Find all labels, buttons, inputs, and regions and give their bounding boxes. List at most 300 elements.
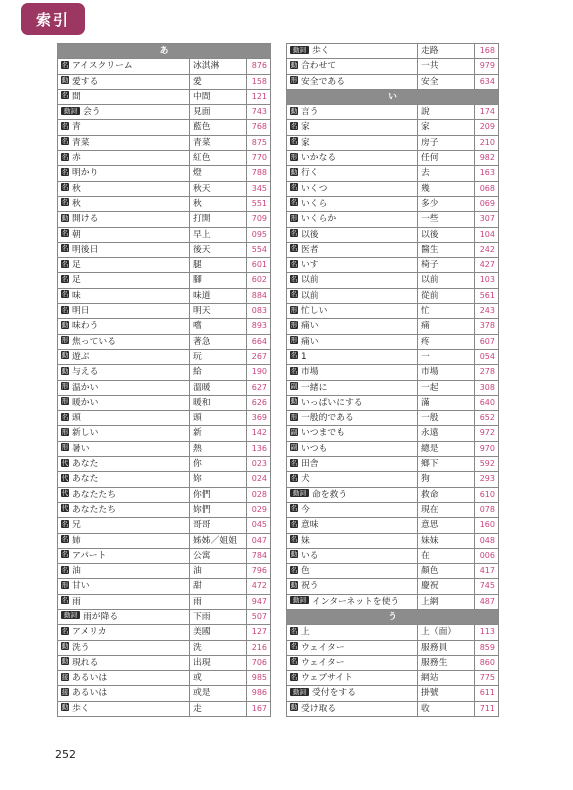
index-entry-row bbox=[287, 242, 499, 257]
index-entry-row bbox=[58, 609, 271, 624]
entry-chinese: 頭 bbox=[190, 411, 247, 426]
part-of-speech-badge: 動 bbox=[61, 366, 69, 375]
entry-page: 551 bbox=[247, 196, 271, 211]
entry-word-cell bbox=[58, 548, 190, 563]
entry-chinese: 多少 bbox=[418, 196, 475, 211]
entry-word: いつまでも bbox=[301, 428, 345, 439]
entry-page: 054 bbox=[475, 349, 499, 364]
entry-word-cell bbox=[287, 426, 418, 441]
entry-page: 775 bbox=[475, 671, 499, 686]
entry-word-cell bbox=[287, 564, 418, 579]
entry-word: 与える bbox=[72, 367, 99, 378]
entry-word-cell bbox=[287, 502, 418, 517]
entry-page: 592 bbox=[475, 457, 499, 472]
index-entry-row bbox=[287, 212, 499, 227]
entry-page: 706 bbox=[247, 655, 271, 670]
entry-word-cell bbox=[58, 457, 190, 472]
entry-word-cell bbox=[287, 59, 418, 74]
entry-word-cell bbox=[58, 487, 190, 502]
part-of-speech-badge: 動詞 bbox=[61, 611, 80, 619]
entry-word: 田舎 bbox=[301, 459, 319, 470]
entry-word: 市場 bbox=[301, 367, 319, 378]
entry-word-cell bbox=[287, 640, 418, 655]
index-entry-row bbox=[58, 487, 271, 502]
entry-chinese: 從前 bbox=[418, 288, 475, 303]
index-entry-row bbox=[58, 304, 271, 319]
entry-word: 上 bbox=[301, 627, 310, 638]
entry-word-cell bbox=[287, 625, 418, 640]
index-entry-row bbox=[287, 365, 499, 380]
entry-word: 姉 bbox=[72, 535, 81, 546]
entry-page: 069 bbox=[475, 196, 499, 211]
entry-page: 770 bbox=[247, 151, 271, 166]
entry-page: 788 bbox=[247, 166, 271, 181]
index-entry-row bbox=[58, 502, 271, 517]
part-of-speech-badge: 名 bbox=[61, 167, 69, 176]
entry-word-cell bbox=[287, 579, 418, 594]
entry-chinese: 姊姊／姐姐 bbox=[190, 533, 247, 548]
index-entry-row bbox=[58, 548, 271, 563]
entry-word: 家 bbox=[301, 122, 310, 133]
entry-chinese: 洗 bbox=[190, 640, 247, 655]
entry-word: 温かい bbox=[72, 382, 99, 393]
entry-page: 602 bbox=[247, 273, 271, 288]
entry-chinese: 救命 bbox=[418, 487, 475, 502]
part-of-speech-badge: 名 bbox=[61, 244, 69, 253]
entry-chinese: 掛號 bbox=[418, 686, 475, 701]
entry-word-cell bbox=[287, 334, 418, 349]
part-of-speech-badge: 名 bbox=[290, 672, 298, 681]
part-of-speech-badge: 形 bbox=[290, 336, 298, 345]
index-entry-row bbox=[58, 135, 271, 150]
entry-chinese: 秋天 bbox=[190, 181, 247, 196]
entry-word-cell bbox=[58, 334, 190, 349]
part-of-speech-badge: 名 bbox=[61, 626, 69, 635]
entry-page: 745 bbox=[475, 579, 499, 594]
entry-word-cell bbox=[287, 44, 418, 59]
entry-chinese: 幾 bbox=[418, 181, 475, 196]
entry-page: 160 bbox=[475, 518, 499, 533]
entry-page: 267 bbox=[247, 349, 271, 364]
entry-word-cell bbox=[287, 548, 418, 563]
index-entry-row bbox=[287, 548, 499, 563]
entry-word: 歩く bbox=[312, 46, 330, 56]
index-entry-row bbox=[58, 196, 271, 211]
part-of-speech-badge: 形 bbox=[61, 580, 69, 589]
entry-chinese: 油 bbox=[190, 564, 247, 579]
entry-page: 487 bbox=[475, 594, 499, 609]
entry-page: 611 bbox=[475, 686, 499, 701]
entry-word: 青 bbox=[72, 122, 81, 133]
part-of-speech-badge: 名 bbox=[61, 91, 69, 100]
entry-page: 078 bbox=[475, 502, 499, 517]
entry-chinese: 服務生 bbox=[418, 655, 475, 670]
entry-word-cell bbox=[287, 411, 418, 426]
index-entry-row bbox=[58, 273, 271, 288]
entry-chinese: 忙 bbox=[418, 304, 475, 319]
index-entry-row bbox=[58, 457, 271, 472]
entry-page: 024 bbox=[247, 472, 271, 487]
entry-chinese: 鄉下 bbox=[418, 457, 475, 472]
entry-word: 明後日 bbox=[72, 244, 99, 255]
entry-chinese: 一共 bbox=[418, 59, 475, 74]
entry-word: 犬 bbox=[301, 474, 310, 485]
entry-chinese: 腿 bbox=[190, 258, 247, 273]
index-entry-row bbox=[58, 518, 271, 533]
entry-page: 028 bbox=[247, 487, 271, 502]
part-of-speech-badge: 名 bbox=[61, 519, 69, 528]
entry-word-cell bbox=[58, 181, 190, 196]
index-entry-row bbox=[287, 319, 499, 334]
entry-word: 行く bbox=[301, 168, 319, 179]
entry-word: いす bbox=[301, 260, 319, 271]
entry-word: 甘い bbox=[72, 581, 90, 592]
part-of-speech-badge: 名 bbox=[290, 504, 298, 513]
index-entry-row bbox=[58, 105, 271, 120]
entry-word: 受付をする bbox=[312, 688, 356, 699]
index-entry-row bbox=[58, 59, 271, 74]
entry-page: 163 bbox=[475, 166, 499, 181]
entry-word: 一緒に bbox=[301, 382, 328, 393]
part-of-speech-badge: 動 bbox=[290, 580, 298, 589]
entry-word: 朝 bbox=[72, 229, 81, 240]
entry-chinese: 美國 bbox=[190, 625, 247, 640]
part-of-speech-badge: 形 bbox=[290, 412, 298, 421]
entry-word-cell bbox=[58, 701, 190, 716]
entry-chinese: 出現 bbox=[190, 655, 247, 670]
entry-word-cell bbox=[287, 288, 418, 303]
entry-chinese: 中間 bbox=[190, 89, 247, 104]
entry-page: 242 bbox=[475, 242, 499, 257]
entry-page: 142 bbox=[247, 426, 271, 441]
index-table-body bbox=[287, 44, 499, 717]
entry-word: 遊ぶ bbox=[72, 351, 90, 362]
entry-word: 青菜 bbox=[72, 137, 90, 148]
index-entry-row bbox=[58, 151, 271, 166]
part-of-speech-badge: 名 bbox=[61, 550, 69, 559]
entry-word: 色 bbox=[301, 566, 310, 577]
entry-word: 明日 bbox=[72, 306, 90, 317]
entry-page: 378 bbox=[475, 319, 499, 334]
entry-chinese: 任何 bbox=[418, 151, 475, 166]
index-entry-row bbox=[58, 89, 271, 104]
entry-chinese: 後天 bbox=[190, 242, 247, 257]
entry-word-cell bbox=[58, 594, 190, 609]
entry-chinese: 妳 bbox=[190, 472, 247, 487]
entry-chinese: 慶祝 bbox=[418, 579, 475, 594]
entry-word-cell bbox=[58, 502, 190, 517]
part-of-speech-badge: 名 bbox=[61, 565, 69, 574]
index-entry-row bbox=[287, 135, 499, 150]
entry-word-cell bbox=[58, 273, 190, 288]
entry-page: 784 bbox=[247, 548, 271, 563]
entry-page: 561 bbox=[475, 288, 499, 303]
index-entry-row bbox=[58, 671, 271, 686]
entry-word-cell bbox=[58, 518, 190, 533]
entry-page: 243 bbox=[475, 304, 499, 319]
entry-word-cell bbox=[287, 671, 418, 686]
entry-chinese: 現在 bbox=[418, 502, 475, 517]
index-entry-row bbox=[287, 196, 499, 211]
entry-word: 味わう bbox=[72, 321, 99, 332]
entry-chinese: 秋 bbox=[190, 196, 247, 211]
entry-page: 210 bbox=[475, 135, 499, 150]
entry-word: ウェイター bbox=[301, 657, 345, 668]
part-of-speech-badge: 名 bbox=[290, 137, 298, 146]
entry-page: 601 bbox=[247, 258, 271, 273]
entry-word-cell bbox=[287, 457, 418, 472]
section-header-row bbox=[287, 609, 499, 624]
entry-word: 合わせて bbox=[301, 61, 337, 72]
entry-chinese: 一些 bbox=[418, 212, 475, 227]
entry-page: 006 bbox=[475, 548, 499, 563]
entry-word-cell bbox=[58, 655, 190, 670]
entry-chinese: 甜 bbox=[190, 579, 247, 594]
entry-chinese: 一般 bbox=[418, 411, 475, 426]
part-of-speech-badge: 動 bbox=[61, 642, 69, 651]
index-column-right bbox=[286, 43, 498, 717]
index-table-left bbox=[57, 43, 271, 717]
entry-word-cell bbox=[58, 609, 190, 624]
entry-chinese: 打開 bbox=[190, 212, 247, 227]
entry-word: あなたたち bbox=[72, 489, 116, 500]
entry-page: 610 bbox=[475, 487, 499, 502]
entry-word: 明かり bbox=[72, 168, 99, 179]
entry-chinese: 服務員 bbox=[418, 640, 475, 655]
index-entry-row bbox=[58, 533, 271, 548]
part-of-speech-badge: 名 bbox=[61, 290, 69, 299]
part-of-speech-badge: 動 bbox=[290, 106, 298, 115]
entry-word: いくらか bbox=[301, 214, 337, 225]
entry-page: 029 bbox=[247, 502, 271, 517]
entry-chinese: 紅色 bbox=[190, 151, 247, 166]
entry-word: 妹 bbox=[301, 535, 310, 546]
entry-chinese: 新 bbox=[190, 426, 247, 441]
entry-chinese: 網站 bbox=[418, 671, 475, 686]
part-of-speech-badge: 名 bbox=[290, 121, 298, 130]
index-entry-row bbox=[58, 380, 271, 395]
entry-word: アイスクリーム bbox=[72, 61, 133, 72]
section-header-row bbox=[58, 44, 271, 59]
entry-word: 油 bbox=[72, 566, 81, 577]
part-of-speech-badge: 副 bbox=[290, 443, 298, 452]
entry-word-cell bbox=[287, 472, 418, 487]
index-entry-row bbox=[287, 304, 499, 319]
part-of-speech-badge: 形 bbox=[290, 305, 298, 314]
entry-word: 歩く bbox=[72, 703, 90, 714]
index-entry-row bbox=[287, 487, 499, 502]
part-of-speech-badge: 名 bbox=[61, 152, 69, 161]
entry-chinese: 你們 bbox=[190, 487, 247, 502]
part-of-speech-badge: 動 bbox=[61, 657, 69, 666]
index-entry-row bbox=[287, 518, 499, 533]
part-of-speech-badge: 名 bbox=[290, 290, 298, 299]
index-entry-row bbox=[58, 181, 271, 196]
entry-chinese: 愛 bbox=[190, 74, 247, 89]
entry-word-cell bbox=[287, 166, 418, 181]
entry-word-cell bbox=[287, 441, 418, 456]
entry-word: 安全である bbox=[301, 76, 345, 87]
section-header: あ bbox=[58, 44, 271, 59]
entry-word: あなた bbox=[72, 459, 99, 470]
part-of-speech-badge: 名 bbox=[61, 412, 69, 421]
part-of-speech-badge: 代 bbox=[61, 473, 69, 482]
entry-word-cell bbox=[58, 212, 190, 227]
part-of-speech-badge: 名 bbox=[61, 137, 69, 146]
entry-word-cell bbox=[287, 74, 418, 89]
entry-chinese: 痛 bbox=[418, 319, 475, 334]
index-entry-row bbox=[287, 441, 499, 456]
entry-word-cell bbox=[287, 151, 418, 166]
entry-chinese: 狗 bbox=[418, 472, 475, 487]
entry-chinese: 公寓 bbox=[190, 548, 247, 563]
part-of-speech-badge: 動 bbox=[290, 703, 298, 712]
part-of-speech-badge: 名 bbox=[290, 642, 298, 651]
entry-word-cell bbox=[58, 533, 190, 548]
entry-chinese: 醫生 bbox=[418, 242, 475, 257]
part-of-speech-badge: 動詞 bbox=[61, 107, 80, 115]
entry-word-cell bbox=[58, 411, 190, 426]
entry-word: 新しい bbox=[72, 428, 99, 439]
entry-chinese: 一起 bbox=[418, 380, 475, 395]
entry-page: 607 bbox=[475, 334, 499, 349]
entry-word: 以前 bbox=[301, 275, 319, 286]
entry-word-cell bbox=[58, 304, 190, 319]
entry-page: 979 bbox=[475, 59, 499, 74]
index-entry-row bbox=[58, 686, 271, 701]
entry-word-cell bbox=[58, 441, 190, 456]
entry-chinese: 以後 bbox=[418, 227, 475, 242]
entry-page: 743 bbox=[247, 105, 271, 120]
part-of-speech-badge: 名 bbox=[61, 259, 69, 268]
page-number: 252 bbox=[55, 748, 76, 761]
index-entry-row bbox=[287, 533, 499, 548]
entry-word: あるいは bbox=[72, 688, 108, 699]
entry-chinese: 走 bbox=[190, 701, 247, 716]
entry-chinese: 市場 bbox=[418, 365, 475, 380]
entry-word: 頭 bbox=[72, 413, 81, 424]
entry-chinese: 著急 bbox=[190, 334, 247, 349]
part-of-speech-badge: 名 bbox=[61, 229, 69, 238]
index-entry-row bbox=[58, 701, 271, 716]
part-of-speech-badge: 名 bbox=[290, 244, 298, 253]
entry-word-cell bbox=[58, 686, 190, 701]
entry-chinese: 或 bbox=[190, 671, 247, 686]
index-entry-row bbox=[58, 212, 271, 227]
index-entry-row bbox=[287, 564, 499, 579]
part-of-speech-badge: 副 bbox=[290, 382, 298, 391]
entry-word: 味 bbox=[72, 290, 81, 301]
entry-page: 045 bbox=[247, 518, 271, 533]
index-entry-row bbox=[287, 426, 499, 441]
entry-page: 345 bbox=[247, 181, 271, 196]
section-header-row bbox=[287, 89, 499, 104]
index-entry-row bbox=[58, 625, 271, 640]
entry-page: 554 bbox=[247, 242, 271, 257]
entry-word: 秋 bbox=[72, 198, 81, 209]
index-entry-row bbox=[58, 640, 271, 655]
part-of-speech-badge: 名 bbox=[61, 596, 69, 605]
entry-chinese: 顏色 bbox=[418, 564, 475, 579]
entry-word-cell bbox=[58, 671, 190, 686]
index-entry-row bbox=[287, 74, 499, 89]
entry-word: 一般的である bbox=[301, 413, 354, 424]
entry-chinese: 熱 bbox=[190, 441, 247, 456]
part-of-speech-badge: 代 bbox=[61, 504, 69, 513]
entry-chinese: 藍色 bbox=[190, 120, 247, 135]
entry-word-cell bbox=[58, 166, 190, 181]
part-of-speech-badge: 名 bbox=[290, 535, 298, 543]
entry-word-cell bbox=[287, 319, 418, 334]
index-entry-row bbox=[287, 625, 499, 640]
entry-word-cell bbox=[287, 655, 418, 670]
entry-word: 暑い bbox=[72, 443, 90, 454]
entry-chinese: 見面 bbox=[190, 105, 247, 120]
entry-chinese: 雨 bbox=[190, 594, 247, 609]
index-entry-row bbox=[58, 334, 271, 349]
index-entry-row bbox=[287, 686, 499, 701]
entry-page: 369 bbox=[247, 411, 271, 426]
part-of-speech-badge: 動詞 bbox=[290, 688, 309, 696]
entry-word: 洗う bbox=[72, 642, 90, 653]
entry-page: 796 bbox=[247, 564, 271, 579]
entry-page: 023 bbox=[247, 457, 271, 472]
entry-chinese: 你 bbox=[190, 457, 247, 472]
index-entry-row bbox=[287, 640, 499, 655]
part-of-speech-badge: 代 bbox=[61, 489, 69, 498]
entry-page: 884 bbox=[247, 288, 271, 303]
index-entry-row bbox=[58, 395, 271, 410]
index-entry-row bbox=[58, 579, 271, 594]
entry-word: 兄 bbox=[72, 520, 81, 531]
entry-chinese: 意思 bbox=[418, 518, 475, 533]
part-of-speech-badge: 動 bbox=[290, 397, 298, 406]
index-table-body bbox=[58, 44, 271, 717]
index-entry-row bbox=[287, 258, 499, 273]
index-entry-row bbox=[287, 273, 499, 288]
entry-word: アメリカ bbox=[72, 627, 107, 638]
index-entry-row bbox=[58, 349, 271, 364]
part-of-speech-badge: 名 bbox=[290, 259, 298, 268]
index-entry-row bbox=[58, 166, 271, 181]
index-entry-row bbox=[287, 380, 499, 395]
entry-word-cell bbox=[58, 365, 190, 380]
index-entry-row bbox=[58, 411, 271, 426]
entry-page: 768 bbox=[247, 120, 271, 135]
entry-word-cell bbox=[287, 380, 418, 395]
entry-page: 664 bbox=[247, 334, 271, 349]
entry-page: 634 bbox=[475, 74, 499, 89]
index-table-right bbox=[286, 43, 499, 717]
entry-chinese: 燈 bbox=[190, 166, 247, 181]
entry-page: 136 bbox=[247, 441, 271, 456]
entry-chinese: 永遠 bbox=[418, 426, 475, 441]
part-of-speech-badge: 接 bbox=[61, 672, 69, 681]
entry-page: 417 bbox=[475, 564, 499, 579]
entry-word: 家 bbox=[301, 137, 310, 148]
index-entry-row bbox=[287, 120, 499, 135]
part-of-speech-badge: 動 bbox=[61, 320, 69, 329]
index-entry-row bbox=[287, 334, 499, 349]
entry-word-cell bbox=[287, 518, 418, 533]
index-column-left bbox=[57, 43, 270, 717]
index-entry-row bbox=[58, 74, 271, 89]
part-of-speech-badge: 動 bbox=[61, 703, 69, 712]
entry-word-cell bbox=[287, 135, 418, 150]
part-of-speech-badge: 名 bbox=[290, 657, 298, 666]
entry-word: 以前 bbox=[301, 290, 319, 301]
entry-page: 627 bbox=[247, 380, 271, 395]
